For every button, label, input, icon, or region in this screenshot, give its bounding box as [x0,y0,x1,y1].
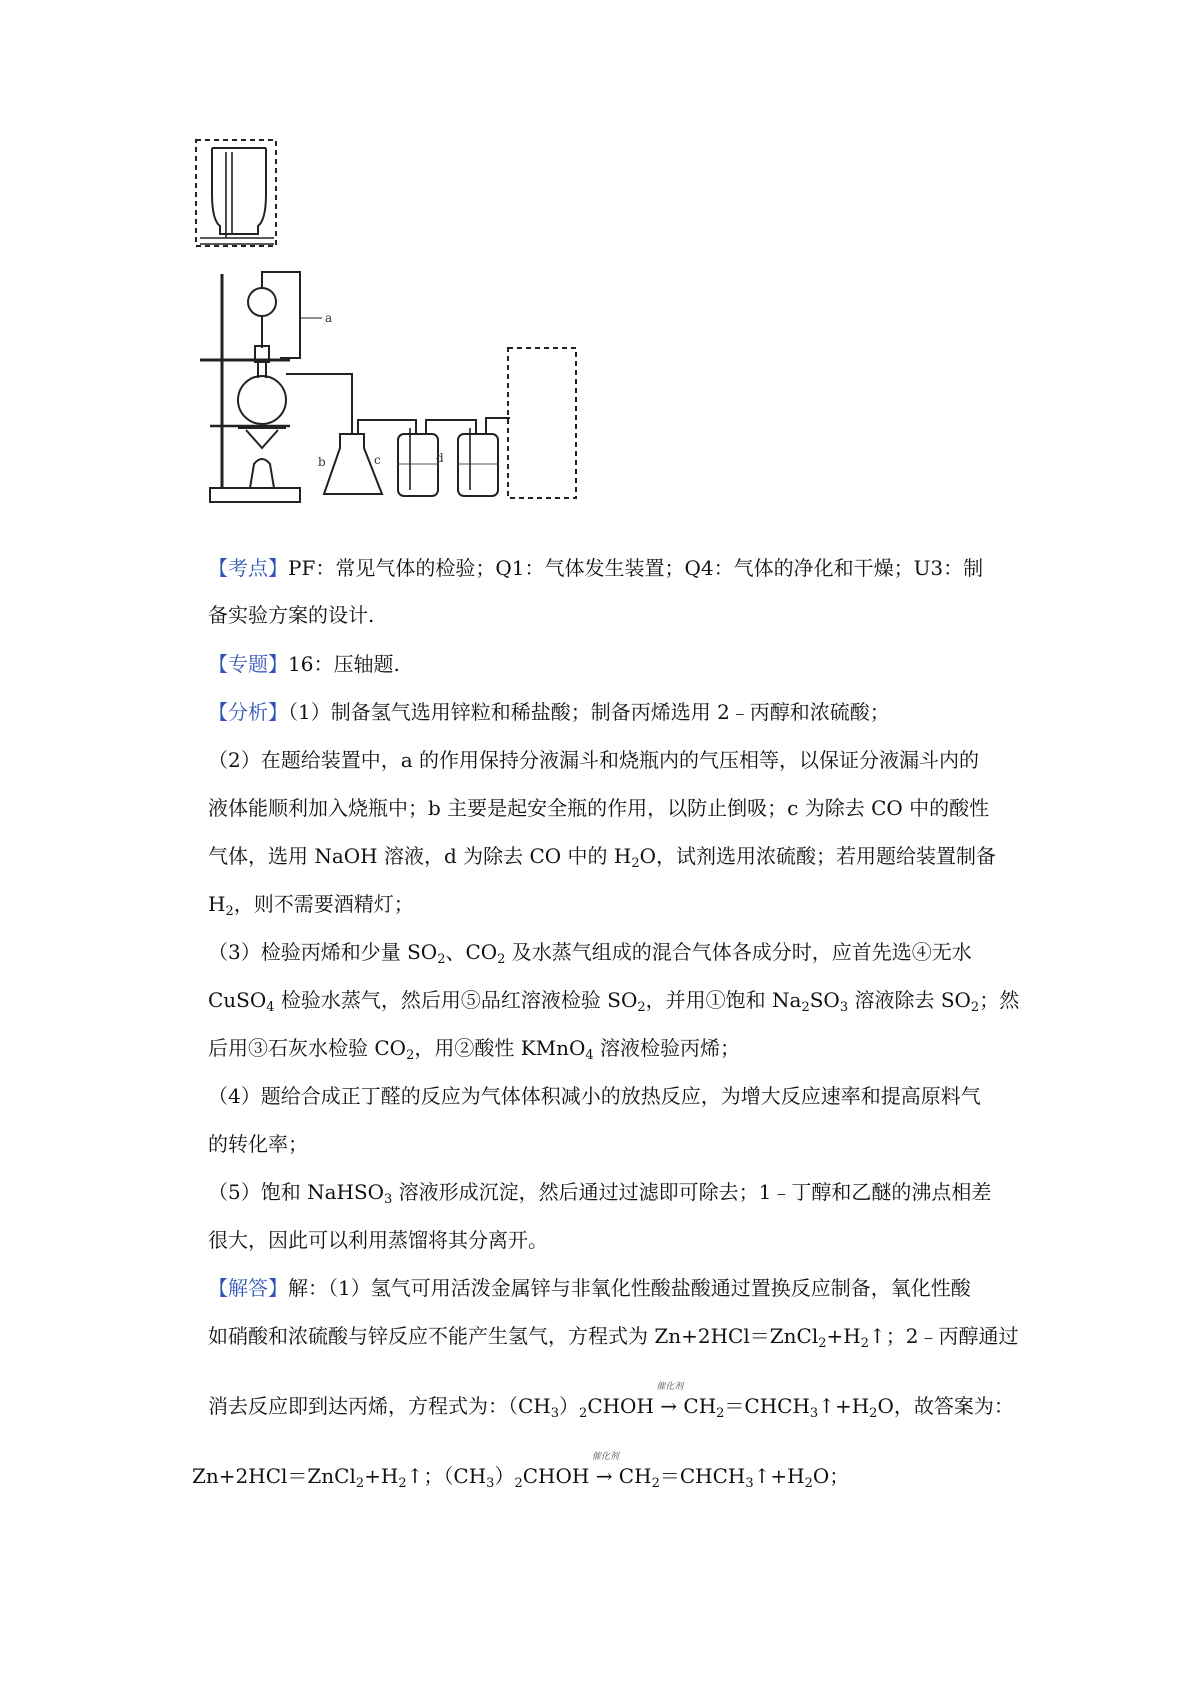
fenxi-p2-line3: 气体，选用 NaOH 溶液，d 为除去 CO 中的 $H_2O$，试剂选用浓硫酸；若用题给装置制备 [208,844,997,871]
fenxi-p3-line1: （3）检验丙烯和少量 $SO_2$、$CO_2$ 及水蒸气组成的混合气体各成分时，应首先选④无水 [208,940,972,967]
fenxi-tag: 【分析】 [208,700,288,724]
jieda-line2: 如硝酸和浓硫酸与锌反应不能产生氢气，方程式为 $Zn+2HCl=ZnCl_2+H_2↑$；2﹣丙醇通过 [208,1324,1019,1351]
label-a: a [325,311,333,325]
label-c: c [374,453,381,467]
label-d: d [436,451,444,465]
catalyst-arrow-2: 催化剂 → [591,1452,619,1488]
kaodian-tag: 【考点】 [208,556,288,580]
fenxi-p4-line2: 的转化率； [208,1132,308,1156]
jieda-line3: 消去反应即到达丙烯，方程式为：$(CH_3)_2CHOH$ 催化剂 → $CH_2=CHCH_3↑+H_2O$，故答案为： [208,1382,1014,1421]
jieda-line1: 【解答】解：（1）氢气可用活泼金属锌与非氧化性酸盐酸通过置换反应制备，氧化性酸 [208,1276,971,1300]
kaodian-line2: 备实验方案的设计. [208,603,375,627]
fenxi-line1: 【分析】（1）制备氢气选用锌粒和稀盐酸；制备丙烯选用 2﹣丙醇和浓硫酸； [208,700,890,724]
zhuanti-tag: 【专题】 [208,652,288,676]
gas-collection-bottle-figure [190,134,310,266]
jieda-line4: $Zn+2HCl=ZnCl_2+H_2↑$；$(CH_3)_2CHOH$ 催化剂 → $CH_2=CHCH_3↑+H_2O$； [192,1452,850,1491]
fenxi-p3-line2: CuSO$_4$ 检验水蒸气，然后用⑤品红溶液检验 $SO_2$，并用①饱和 $Na_2SO_3$ 溶液除去 $SO_2$；然 [208,988,1020,1015]
apparatus-diagram [200,268,636,552]
fenxi-p2-line1: （2）在题给装置中，a 的作用保持分液漏斗和烧瓶内的气压相等，以保证分液漏斗内的 [208,748,980,772]
fenxi-p5-line2: 很大，因此可以利用蒸馏将其分离开。 [208,1228,548,1252]
kaodian-line1: 【考点】PF：常见气体的检验；Q1：气体发生装置；Q4：气体的净化和干燥；U3：制 [208,556,984,580]
fenxi-p3-line3: 后用③石灰水检验 $CO_2$，用②酸性 KMnO$_4$ 溶液检验丙烯； [208,1036,741,1063]
jieda-tag: 【解答】 [208,1276,288,1300]
label-b: b [318,455,326,469]
fenxi-p2-line2: 液体能顺利加入烧瓶中；b 主要是起安全瓶的作用，以防止倒吸；c 为除去 CO 中的酸性 [208,796,990,820]
zhuanti-line: 【专题】16：压轴题. [208,652,400,676]
fenxi-p4-line1: （4）题给合成正丁醛的反应为气体体积减小的放热反应，为增大反应速率和提高原料气 [208,1084,981,1108]
fenxi-p2-line4: $H_2$，则不需要酒精灯； [208,892,414,919]
fenxi-p5-line1: （5）饱和 NaHSO$_3$ 溶液形成沉淀，然后通过过滤即可除去；1﹣丁醇和乙醚的沸点相差 [208,1180,992,1207]
catalyst-arrow: 催化剂 → [656,1382,684,1418]
